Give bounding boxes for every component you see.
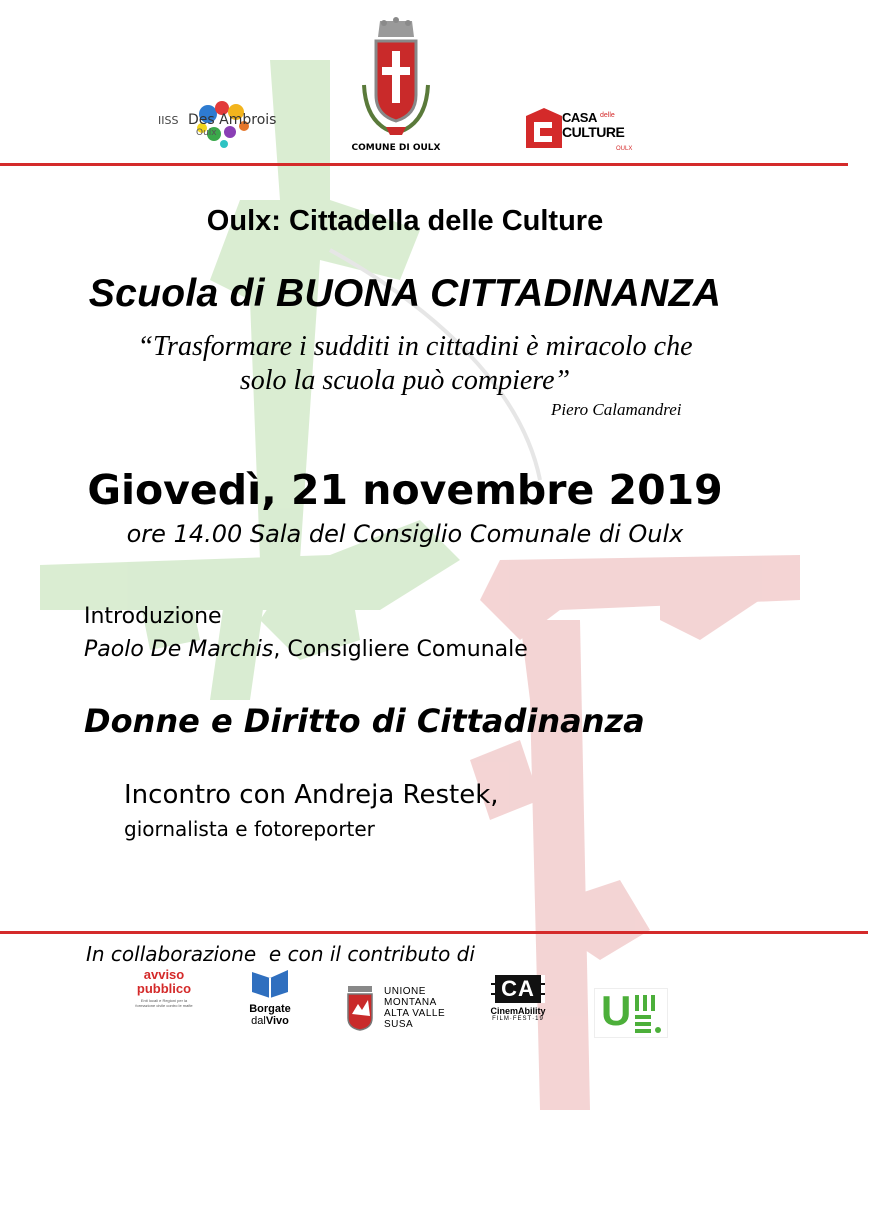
event-subtitle: Oulx: Cittadella delle Culture xyxy=(206,205,604,237)
borgate-line2: dal xyxy=(251,1015,266,1027)
guest-role: giornalista e fotoreporter xyxy=(124,817,375,841)
quote-line-2: solo la scuola può compiere” xyxy=(239,365,571,396)
borgate-line1: Borgate xyxy=(249,1003,291,1015)
event-title: Scuola di BUONA CITTADINANZA xyxy=(88,272,722,315)
iiss-logo-name: Des Ambrois xyxy=(188,112,277,128)
meeting-topic: Donne e Diritto di Cittadinanza xyxy=(84,702,645,740)
intro-speaker: Paolo De Marchis xyxy=(84,637,274,662)
borgate-line2-3 xyxy=(240,1015,300,1027)
intro-line xyxy=(84,637,528,662)
avviso-line2: pubblico xyxy=(136,981,192,996)
comune-di-oulx-crest xyxy=(351,15,441,160)
cinemability-logo xyxy=(482,975,554,1035)
avviso-pubblico-logo xyxy=(134,968,194,1032)
casa-logo-small: delle xyxy=(600,112,615,119)
cinema-tag: FILM·FEST·19 xyxy=(492,1016,544,1022)
unione-line3: ALTA VALLE xyxy=(384,1008,446,1019)
comune-caption: COMUNE DI OULX xyxy=(351,143,441,153)
unione-montana-logo xyxy=(346,984,456,1036)
crest-shield-icon xyxy=(356,15,436,145)
iiss-des-ambrois-logo xyxy=(158,92,288,156)
footer-divider xyxy=(0,931,868,934)
iiss-logo-prefix: IISS xyxy=(158,114,179,127)
collaboration-text: In collaborazione e con il contributo di xyxy=(86,942,475,966)
unione-line2: MONTANA xyxy=(384,997,437,1008)
borgate-line3: Vivo xyxy=(265,1015,289,1027)
cinema-mark-text: CA xyxy=(501,976,535,1001)
ue-mark: U xyxy=(601,987,632,1034)
unione-line1: UNIONE xyxy=(384,986,426,997)
ue-logo xyxy=(594,988,668,1038)
casa-logo-line1: CASA xyxy=(562,110,597,125)
avviso-tagline: Enti locali e Regioni per la formazione civile contro le mafie xyxy=(135,998,193,1008)
guest-line: Incontro con Andreja Restek, xyxy=(124,780,499,810)
event-date: Giovedì, 21 novembre 2019 xyxy=(87,466,723,514)
ue-bars-icon xyxy=(633,993,663,1033)
borgate-dal-vivo-logo xyxy=(240,968,300,1034)
casa-delle-culture-logo xyxy=(524,106,640,158)
cinema-name: CinemAbility xyxy=(490,1006,546,1016)
avviso-line1: avviso xyxy=(143,967,185,982)
intro-label: Introduzione xyxy=(84,604,222,629)
event-time-place: ore 14.00 Sala del Consiglio Comunale di Oulx xyxy=(126,520,684,548)
casa-logo-tag: OULX xyxy=(616,146,633,152)
unione-line4: SUSA xyxy=(384,1019,414,1030)
quote-author: Piero Calamandrei xyxy=(551,400,682,419)
casa-culture-mark-icon xyxy=(524,106,564,150)
iiss-logo-sub: Oulx xyxy=(196,128,217,138)
cinema-mark xyxy=(491,975,545,1003)
intro-role: , Consigliere Comunale xyxy=(273,637,528,662)
header-divider xyxy=(0,163,848,166)
unione-crest-icon xyxy=(346,984,374,1032)
borgate-book-icon xyxy=(248,968,292,998)
casa-logo-line2: CULTURE xyxy=(562,124,625,140)
unione-text xyxy=(384,986,445,1030)
quote-line-1: “Trasformare i sudditi in cittadini è miracolo che xyxy=(137,331,693,362)
